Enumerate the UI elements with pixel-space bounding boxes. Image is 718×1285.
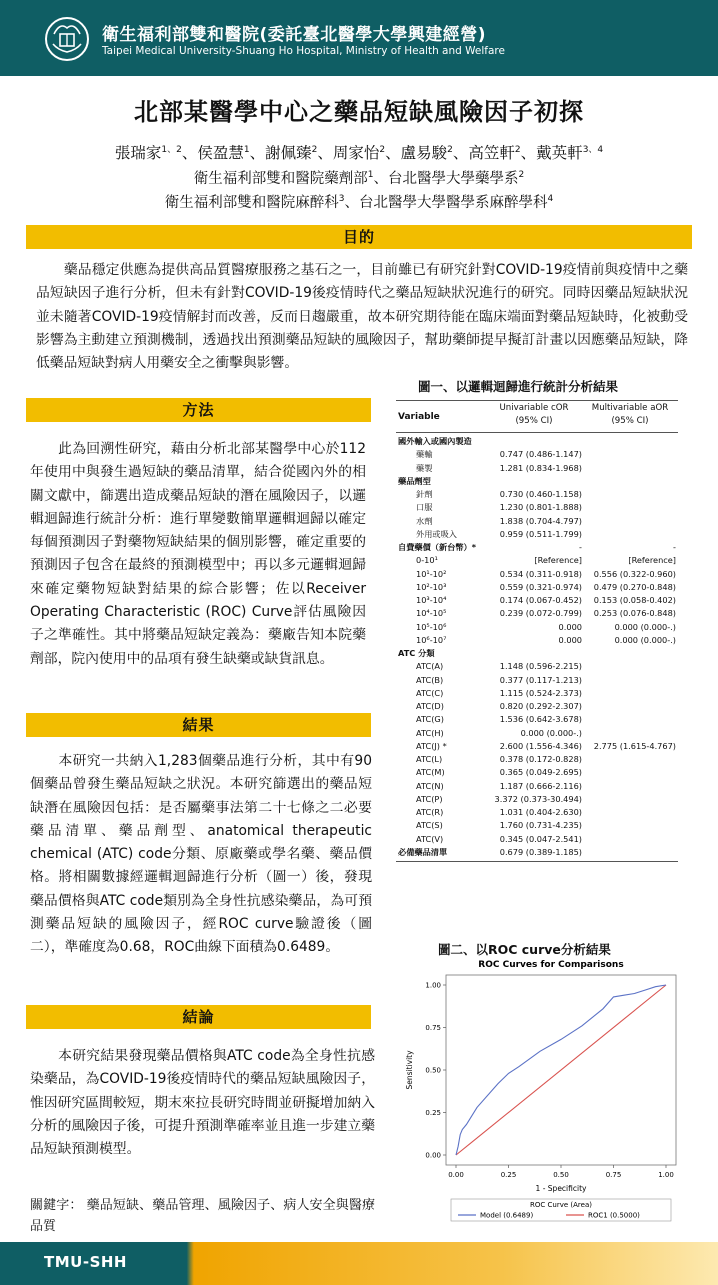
row-cor: 0.000 (558, 634, 582, 645)
row-aor: 0.253 (0.076-0.848) (593, 608, 676, 619)
x-tick-label: 0.25 (500, 1171, 517, 1179)
col2-title: Multivariable aOR (591, 403, 669, 413)
methods-heading: 方法 (26, 398, 371, 422)
row-variable: 藥品劑型 (398, 475, 431, 486)
affiliation-line-1 (0, 167, 718, 188)
row-variable: 必備藥品清單 (398, 846, 448, 857)
affil1-name: 衛生福利部雙和醫院藥劑部 (193, 171, 368, 187)
table-row (396, 582, 678, 595)
row-cor: 1.838 (0.704-4.797) (499, 515, 582, 526)
author-separator: 、 (385, 144, 401, 162)
row-cor: 0.000 (0.000-.) (520, 727, 582, 738)
row-cor: 0.000 (558, 621, 582, 632)
row-cor: 0.559 (0.321-0.974) (499, 581, 582, 592)
row-variable: 0-10¹ (416, 555, 438, 566)
row-cor: 0.679 (0.389-1.185) (499, 846, 582, 857)
author-separator: 、 (249, 144, 266, 162)
table-row (396, 648, 678, 661)
row-variable: 針劑 (416, 489, 433, 499)
row-cor: 1.115 (0.524-2.373) (499, 687, 582, 698)
table-row (396, 635, 678, 648)
table-row (396, 688, 678, 701)
series-line (456, 985, 666, 1155)
row-cor: 0.747 (0.486-1.147) (499, 449, 582, 460)
col1-title: Univariable cOR (499, 403, 569, 413)
row-cor: 1.148 (0.596-2.215) (499, 661, 582, 672)
col2-ci: (95% CI) (611, 416, 649, 426)
row-variable: ATC(L) (416, 754, 443, 764)
table-row (396, 754, 678, 767)
author-name: 戴英軒 (536, 144, 583, 162)
y-tick-label: 0.00 (425, 1151, 441, 1160)
row-variable: ATC 分類 (398, 648, 435, 658)
table-header-col2 (582, 402, 678, 428)
row-cor: 0.365 (0.049-2.695) (499, 767, 582, 778)
row-variable: 10³-10⁴ (416, 595, 447, 605)
author-name: 謝佩臻 (265, 144, 312, 162)
results-heading: 結果 (26, 713, 371, 737)
table-row (396, 489, 678, 502)
row-variable: 水劑 (416, 515, 433, 526)
row-variable: 10⁴-10⁵ (416, 608, 447, 619)
row-aor: - (673, 542, 676, 552)
row-variable: 外用或吸入 (416, 528, 457, 539)
table-row (396, 608, 678, 621)
row-cor: 1.187 (0.666-2.116) (499, 780, 582, 791)
table-row (396, 820, 678, 833)
x-tick-label: 0.50 (553, 1171, 569, 1179)
author-sup: 1 (243, 144, 250, 155)
legend-entry: ROC1 (0.5000) (588, 1211, 640, 1220)
roc-svg (398, 955, 690, 1245)
table-row (396, 516, 678, 529)
author-separator: 、 (181, 144, 198, 162)
row-aor: 0.479 (0.270-0.848) (593, 581, 676, 592)
row-variable: 10⁶-10⁷ (416, 634, 447, 645)
affil2-name: 衛生福利部雙和醫院麻醉科 (164, 195, 339, 211)
figure1-caption: 圖一、以邏輯迴歸進行統計分析結果 (418, 379, 619, 394)
table-header-variable: Variable (398, 412, 440, 422)
row-aor: 0.556 (0.322-0.960) (593, 568, 676, 579)
row-variable: ATC(C) (416, 687, 444, 698)
x-tick-label: 1.00 (658, 1171, 674, 1179)
affil1-sup: 2 (518, 170, 525, 181)
author-sup: 2 (447, 144, 453, 155)
legend-entry: Model (0.6489) (480, 1211, 534, 1220)
x-axis-label: 1 - Specificity (535, 1184, 587, 1193)
row-cor: 3.372 (0.373-30.494) (494, 793, 582, 804)
footer-label: TMU-SHH (44, 1253, 127, 1271)
row-variable: ATC(B) (416, 674, 444, 685)
table-top-rule (396, 400, 678, 401)
x-tick-label: 0.75 (605, 1171, 622, 1179)
affil1-sup: 1 (367, 170, 374, 181)
table-row (396, 476, 678, 489)
row-variable: ATC(A) (416, 661, 444, 672)
table-row (396, 463, 678, 476)
row-cor: 1.230 (0.801-1.888) (499, 502, 582, 513)
row-cor: 0.820 (0.292-2.307) (499, 701, 582, 711)
row-cor: 1.281 (0.834-1.968) (499, 462, 582, 473)
row-aor: 0.000 (0.000-.) (614, 621, 676, 632)
col1-ci: (95% CI) (515, 416, 553, 426)
objective-heading: 目的 (26, 225, 692, 249)
row-aor: [Reference] (628, 555, 676, 566)
table-row (396, 728, 678, 741)
row-cor: 0.959 (0.511-1.799) (499, 528, 582, 539)
table-row (396, 807, 678, 820)
row-variable: 藥製 (416, 462, 433, 473)
affil1-name: 、台北醫學大學藥學系 (373, 171, 519, 187)
affil2-sup: 4 (547, 194, 554, 205)
row-cor: 0.377 (0.117-1.213) (499, 674, 582, 685)
author-sup: 2 (514, 144, 521, 155)
author-name: 盧易駿 (400, 144, 448, 162)
table-row (396, 595, 678, 608)
row-variable: ATC(J) * (416, 740, 447, 751)
y-tick-label: 0.25 (425, 1109, 441, 1117)
figure2-caption: 圖二、以ROC curve分析結果 (438, 942, 611, 957)
hospital-logo-icon (44, 14, 90, 64)
row-cor: 2.600 (1.556-4.346) (499, 740, 582, 751)
chart-title: ROC Curves for Comparisons (478, 960, 624, 970)
row-variable: 10⁵-10⁶ (416, 621, 447, 632)
y-tick-label: 0.50 (425, 1066, 441, 1075)
row-cor: 0.174 (0.067-0.452) (499, 595, 582, 605)
author-separator: 、 (452, 144, 469, 162)
keywords: 關鍵字： 藥品短缺、藥品管理、風險因子、病人安全與醫療品質 (30, 1198, 375, 1234)
row-cor: 1.760 (0.731-4.235) (499, 820, 582, 831)
row-cor: 0.345 (0.047-2.541) (499, 833, 582, 844)
row-variable: 口服 (416, 502, 433, 513)
table-row (396, 675, 678, 688)
y-axis-label: Sensitivity (405, 1050, 414, 1090)
affiliation-line-2 (0, 191, 718, 212)
table-row (396, 569, 678, 582)
poster-title: 北部某醫學中心之藥品短缺風險因子初探 (134, 98, 584, 126)
table-row (396, 502, 678, 515)
affil2-name: 、台北醫學大學醫學系麻醉學科 (344, 195, 548, 211)
hospital-name-en: Taipei Medical University-Shuang Ho Hospital, Ministry of Health and Welfare (102, 45, 505, 57)
row-cor: - (579, 542, 582, 552)
row-cor: 1.536 (0.642-3.678) (499, 714, 582, 725)
row-cor: 0.239 (0.072-0.799) (499, 608, 582, 619)
table-row (396, 701, 678, 714)
row-variable: ATC(G) (416, 714, 444, 725)
row-cor: 1.031 (0.404-2.630) (499, 807, 582, 817)
roc-chart (398, 955, 690, 1245)
table-row (396, 847, 678, 860)
row-cor: [Reference] (534, 555, 582, 566)
methods-text: 此為回溯性研究，藉由分析北部某醫學中心於112年使用中與發生過短缺的藥品清單，結合從國內外的相關文獻中，篩選出造成藥品短缺的潛在風險因子，以邏輯迴歸進行統計分析：進行單變數簡單邏輯迴歸以確定每個預測因子對藥物短缺結果的個別影響，確定重要的預測因子包含在最終的預測模型中；再以多元邏輯迴歸來確定藥物短缺對結果的綜合影響；佐以Receiver Operating Characteristic (ROC) Curve評估風險因子之準確性。其中將藥品短缺定義為：藥廠告知本院藥劑部，院內使用中的品項有發生缺藥或缺貨訊息。 (30, 441, 366, 667)
row-variable: ATC(S) (416, 820, 443, 831)
table-header-rule (396, 432, 678, 433)
table-row (396, 661, 678, 674)
table-row (396, 555, 678, 568)
conclusion-text: 本研究結果發現藥品價格與ATC code為全身性抗感染藥品，為COVID-19後疫情時代的藥品短缺風險因子，惟因研究區間較短，期末來拉長研究時間並研擬增加納入分析的風險因子後，可提升預測準確率並且進一步建立藥品短缺預測模型。 (30, 1048, 375, 1158)
table-row (396, 449, 678, 462)
y-tick-label: 0.75 (425, 1024, 441, 1032)
author-name: 周家怡 (332, 144, 380, 162)
author-sup: 2 (379, 144, 386, 155)
conclusion-heading: 結論 (26, 1005, 371, 1029)
author-sup: 3、4 (582, 144, 604, 155)
objective-text: 藥品穩定供應為提供高品質醫療服務之基石之一，目前雖已有研究針對COVID-19疫情前與疫情中之藥品短缺因子進行分析，但未有針對COVID-19後疫情時代之藥品短缺狀況進行的研究。同時因藥品短缺狀況並未隨著COVID-19疫情解封而改善，反而日趨嚴重，故本研究期待能在臨床端面對藥品短缺時，化被動受影響為主動建立預測機制，透過找出預測藥品短缺的風險因子，幫助藥師提早擬訂計畫以因應藥品短缺，降低藥品短缺對病人用藥安全之衝擊與影響。 (36, 262, 688, 372)
author-name: 侯盈慧 (197, 144, 244, 162)
author-name: 高笠軒 (468, 144, 515, 162)
table-row (396, 622, 678, 635)
table-row (396, 834, 678, 847)
y-tick-label: 1.00 (425, 981, 441, 990)
row-variable: 10¹-10² (416, 568, 447, 579)
row-aor: 0.000 (0.000-.) (614, 634, 676, 645)
author-sup: 1、2 (161, 144, 182, 155)
row-variable: ATC(V) (416, 833, 444, 844)
row-variable: 10²-10³ (416, 581, 447, 592)
affil2-sup: 3 (338, 194, 345, 205)
author-name: 張瑞家 (114, 144, 162, 162)
row-variable: 藥輸 (416, 449, 433, 460)
table-row (396, 714, 678, 727)
row-cor: 0.730 (0.460-1.158) (499, 489, 582, 499)
row-cor: 0.534 (0.311-0.918) (499, 568, 582, 579)
table-row (396, 767, 678, 780)
row-variable: ATC(H) (416, 727, 444, 738)
table-bottom-rule (396, 861, 678, 862)
row-aor: 2.775 (1.615-4.767) (593, 740, 676, 751)
row-variable: ATC(P) (416, 793, 443, 804)
table-row (396, 542, 678, 555)
table-row (396, 781, 678, 794)
row-variable: 國外輸入或國內製造 (398, 436, 472, 446)
row-variable: 自費藥價（新台幣）* (398, 542, 476, 552)
author-separator: 、 (317, 144, 333, 162)
hospital-name-zh: 衛生福利部雙和醫院(委託臺北醫學大學興建經營) (102, 25, 487, 45)
row-variable: ATC(M) (416, 767, 445, 778)
row-variable: ATC(D) (416, 701, 444, 711)
results-text: 本研究一共納入1,283個藥品進行分析，其中有90個藥品曾發生藥品短缺之狀況。本研究篩選出的藥品短缺潛在風險因包括：是否屬藥事法第二十七條之二必要藥品清單、藥品劑型、anatomical therapeutic chemical (ATC) code分類、原廠藥或學名藥、藥品價格。將相關數據經邏輯迴歸進行分析（圖一）後，發現藥品價格與ATC code類別為全身性抗感染藥品，為可預測藥品短缺的風險因子，經ROC curve驗證後（圖二），準確度為0.68，ROC曲線下面積為0.6489。 (30, 753, 372, 956)
table-row (396, 794, 678, 807)
x-tick-label: 0.00 (448, 1171, 464, 1179)
row-aor: 0.153 (0.058-0.402) (593, 595, 676, 605)
author-separator: 、 (520, 144, 537, 162)
table-row (396, 529, 678, 542)
table-row (396, 436, 678, 449)
author-sup: 2 (311, 144, 318, 155)
row-variable: ATC(N) (416, 780, 444, 791)
author-list (0, 141, 718, 163)
row-cor: 0.378 (0.172-0.828) (499, 754, 582, 764)
table-header-col1 (472, 402, 596, 428)
legend-title: ROC Curve (Area) (530, 1201, 592, 1209)
row-variable: ATC(R) (416, 807, 444, 817)
table-row (396, 741, 678, 754)
